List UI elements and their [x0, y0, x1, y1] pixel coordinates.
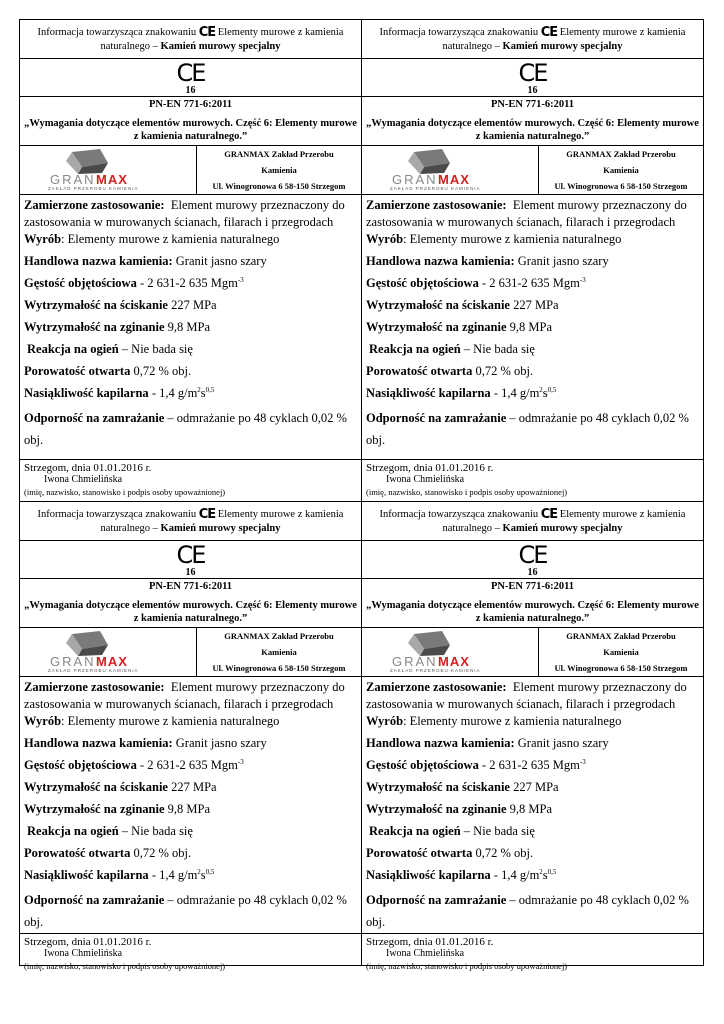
ce-mark-icon: CE [198, 25, 216, 40]
usage-label: Zamierzone zastosowanie: [24, 680, 165, 694]
signatory-role: (imię, nazwisko, stanowisko i podpis osoby upoważnionej) [24, 961, 226, 971]
frost-resistance-label: Odporność na zamrażanie [24, 411, 165, 425]
signatory-name: Iwona Chmielińska [386, 474, 465, 485]
header-product-group: Elementy murowe z kamienia naturalnego – [100, 509, 344, 534]
capillary-unit-s: s [200, 868, 206, 882]
porosity-value: 0,72 % obj. [130, 846, 192, 860]
labels-grid [19, 19, 706, 971]
stone-name-value: Granit jasno szary [514, 254, 609, 268]
compressive-strength-value: 227 MPa [167, 298, 217, 312]
porosity-label: Porowatość otwarta [24, 846, 131, 860]
card-header [362, 20, 703, 59]
header-intro-text: Informacja towarzysząca znakowaniu [37, 509, 197, 520]
bending-strength-value: 9,8 MPa [506, 320, 552, 334]
header-intro-text: Informacja towarzysząca znakowaniu [379, 27, 539, 38]
density-exponent: -3 [237, 275, 244, 284]
capillary-absorption-label: Nasiąkliwość kapilarna [366, 868, 491, 882]
ce-mark-icon: CE [540, 507, 558, 522]
notified-body-number: 16 [527, 85, 538, 96]
fire-reaction-label: Reakcja na ogień [27, 342, 119, 356]
logo-text-max: MAX [438, 172, 470, 187]
logo-text: GRAN [50, 172, 96, 187]
standard-box [20, 579, 361, 628]
company-name: GRANMAX Zakład Przerobu [224, 149, 334, 159]
capillary-exponent: 0,5 [205, 867, 215, 876]
product-value: : Elementy murowe z kamienia naturalnego [403, 714, 622, 728]
bending-strength-label: Wytrzymałość na zginanie [366, 320, 507, 334]
place-date: Strzegom, dnia 01.01.2016 r. [24, 936, 152, 948]
standard-title: „Wymagania dotyczące elementów murowych. Część 6: Elementy murowe z kamienia naturalnego.” [366, 600, 699, 624]
capillary-exponent: 2 [539, 385, 543, 394]
signature-box [20, 460, 361, 501]
bending-strength-label: Wytrzymałość na zginanie [24, 320, 165, 334]
capillary-absorption-label: Nasiąkliwość kapilarna [24, 386, 149, 400]
header-product-name: Kamień murowy specjalny [160, 41, 281, 52]
header-intro-text: Informacja towarzysząca znakowaniu [37, 27, 197, 38]
header-product-name: Kamień murowy specjalny [502, 41, 623, 52]
logo-subtitle: ZAKŁAD PRZEROBU KAMIENIA [48, 668, 139, 673]
compressive-strength-value: 227 MPa [509, 780, 559, 794]
capillary-exponent: 2 [539, 867, 543, 876]
logo-subtitle: ZAKŁAD PRZEROBU KAMIENIA [390, 186, 481, 191]
usage-value: Element murowy przeznaczony do zastosowania w murowanych ścianach, filarach i przegrodach [24, 198, 345, 229]
stone-name-value: Granit jasno szary [172, 736, 267, 750]
signature-box [20, 934, 361, 975]
company-address [539, 628, 703, 676]
ce-mark-icon: CE [518, 541, 547, 569]
stone-name-label: Handlowa nazwa kamienia: [24, 736, 173, 750]
product-label: Wyrób [366, 232, 404, 246]
company-name-cont: Kamienia [261, 647, 297, 657]
standard-title: „Wymagania dotyczące elementów murowych. Część 6: Elementy murowe z kamienia naturalnego.” [366, 118, 699, 142]
standard-box [362, 97, 703, 146]
porosity-label: Porowatość otwarta [366, 364, 473, 378]
standard-box [20, 97, 361, 146]
stone-name-label: Handlowa nazwa kamienia: [366, 736, 515, 750]
company-name-cont: Kamienia [603, 165, 639, 175]
ce-marking-box [362, 541, 703, 579]
ce-mark-icon: CE [518, 59, 547, 87]
signatory-name: Iwona Chmielińska [386, 948, 465, 959]
label-card [361, 19, 704, 502]
card-header [20, 20, 361, 59]
ce-marking-box [362, 59, 703, 97]
capillary-unit-s: s [542, 868, 548, 882]
header-intro-text: Informacja towarzysząca znakowaniu [379, 509, 539, 520]
company-name-cont: Kamienia [261, 165, 297, 175]
granmax-logo [362, 628, 539, 676]
capillary-absorption-value: - 1,4 g/m [490, 386, 540, 400]
density-value: - 2 631-2 635 Mgm [478, 276, 580, 290]
frost-resistance-value: – odmrażanie po 48 cyklach 0,02 % obj. [366, 411, 689, 447]
capillary-absorption-value: - 1,4 g/m [490, 868, 540, 882]
porosity-value: 0,72 % obj. [130, 364, 192, 378]
standard-box [362, 579, 703, 628]
company-address [197, 628, 361, 676]
granmax-logo [20, 146, 197, 194]
compressive-strength-label: Wytrzymałość na ściskanie [24, 298, 168, 312]
bending-strength-label: Wytrzymałość na zginanie [366, 802, 507, 816]
porosity-value: 0,72 % obj. [472, 364, 534, 378]
company-address [197, 146, 361, 194]
place-date: Strzegom, dnia 01.01.2016 r. [366, 462, 494, 474]
properties-box [362, 195, 703, 460]
bending-strength-value: 9,8 MPa [506, 802, 552, 816]
ce-mark-icon: CE [176, 59, 205, 87]
usage-label: Zamierzone zastosowanie: [24, 198, 165, 212]
fire-reaction-label: Reakcja na ogień [369, 342, 461, 356]
company-row [362, 628, 703, 677]
capillary-unit-s: s [200, 386, 206, 400]
signatory-name: Iwona Chmielińska [44, 474, 123, 485]
bending-strength-value: 9,8 MPa [164, 802, 210, 816]
product-value: : Elementy murowe z kamienia naturalnego [61, 232, 280, 246]
ce-marking-box [20, 541, 361, 579]
capillary-exponent: 0,5 [205, 385, 215, 394]
compressive-strength-label: Wytrzymałość na ściskanie [24, 780, 168, 794]
logo-text-max: MAX [96, 654, 128, 669]
usage-label: Zamierzone zastosowanie: [366, 198, 507, 212]
frost-resistance-value: – odmrażanie po 48 cyklach 0,02 % obj. [366, 893, 689, 929]
company-street: Ul. Winogronowa 6 58-150 Strzegom [554, 663, 688, 673]
stone-name-value: Granit jasno szary [514, 736, 609, 750]
product-label: Wyrób [366, 714, 404, 728]
company-row [20, 628, 361, 677]
logo-subtitle: ZAKŁAD PRZEROBU KAMIENIA [48, 186, 139, 191]
fire-reaction-value: – Nie bada się [460, 342, 535, 356]
label-card [19, 501, 362, 971]
density-label: Gęstość objętościowa [24, 276, 137, 290]
company-name: GRANMAX Zakład Przerobu [566, 149, 676, 159]
stone-name-label: Handlowa nazwa kamienia: [366, 254, 515, 268]
header-product-name: Kamień murowy specjalny [502, 523, 623, 534]
ce-mark-icon: CE [540, 25, 558, 40]
capillary-exponent: 0,5 [547, 867, 557, 876]
notified-body-number: 16 [527, 567, 538, 578]
density-label: Gęstość objętościowa [24, 758, 137, 772]
logo-text: GRAN [50, 654, 96, 669]
place-date: Strzegom, dnia 01.01.2016 r. [24, 462, 152, 474]
capillary-exponent: 2 [197, 385, 201, 394]
usage-value: Element murowy przeznaczony do zastosowania w murowanych ścianach, filarach i przegrodach [366, 680, 687, 711]
logo-text-max: MAX [438, 654, 470, 669]
labels-row-bottom [19, 501, 706, 971]
logo-subtitle: ZAKŁAD PRZEROBU KAMIENIA [390, 668, 481, 673]
density-exponent: -3 [579, 757, 586, 766]
usage-value: Element murowy przeznaczony do zastosowania w murowanych ścianach, filarach i przegrodach [24, 680, 345, 711]
logo-text: GRAN [392, 172, 438, 187]
company-name-cont: Kamienia [603, 647, 639, 657]
product-value: : Elementy murowe z kamienia naturalnego [61, 714, 280, 728]
fire-reaction-label: Reakcja na ogień [369, 824, 461, 838]
capillary-absorption-value: - 1,4 g/m [148, 386, 198, 400]
label-card [19, 19, 362, 502]
product-label: Wyrób [24, 232, 62, 246]
logo-text: GRAN [392, 654, 438, 669]
fire-reaction-value: – Nie bada się [118, 342, 193, 356]
capillary-unit-s: s [542, 386, 548, 400]
frost-resistance-label: Odporność na zamrażanie [24, 893, 165, 907]
frost-resistance-value: – odmrażanie po 48 cyklach 0,02 % obj. [24, 411, 347, 447]
density-value: - 2 631-2 635 Mgm [136, 758, 238, 772]
compressive-strength-label: Wytrzymałość na ściskanie [366, 298, 510, 312]
density-exponent: -3 [579, 275, 586, 284]
signature-box [362, 460, 703, 501]
fire-reaction-value: – Nie bada się [460, 824, 535, 838]
signatory-role: (imię, nazwisko, stanowisko i podpis osoby upoważnionej) [366, 961, 568, 971]
company-street: Ul. Winogronowa 6 58-150 Strzegom [554, 181, 688, 191]
product-value: : Elementy murowe z kamienia naturalnego [403, 232, 622, 246]
usage-label: Zamierzone zastosowanie: [366, 680, 507, 694]
capillary-exponent: 0,5 [547, 385, 557, 394]
fire-reaction-label: Reakcja na ogień [27, 824, 119, 838]
bending-strength-value: 9,8 MPa [164, 320, 210, 334]
stone-name-label: Handlowa nazwa kamienia: [24, 254, 173, 268]
header-product-group: Elementy murowe z kamienia naturalnego – [442, 27, 686, 52]
signatory-name: Iwona Chmielińska [44, 948, 123, 959]
compressive-strength-value: 227 MPa [167, 780, 217, 794]
standard-title: „Wymagania dotyczące elementów murowych. Część 6: Elementy murowe z kamienia naturalnego.” [24, 600, 357, 624]
header-product-name: Kamień murowy specjalny [160, 523, 281, 534]
signatory-role: (imię, nazwisko, stanowisko i podpis osoby upoważnionej) [366, 487, 568, 497]
place-date: Strzegom, dnia 01.01.2016 r. [366, 936, 494, 948]
signatory-role: (imię, nazwisko, stanowisko i podpis osoby upoważnionej) [24, 487, 226, 497]
frost-resistance-label: Odporność na zamrażanie [366, 893, 507, 907]
properties-box [20, 195, 361, 460]
standard-code: PN-EN 771-6:2011 [148, 99, 233, 110]
density-value: - 2 631-2 635 Mgm [136, 276, 238, 290]
ce-mark-icon: CE [176, 541, 205, 569]
capillary-absorption-value: - 1,4 g/m [148, 868, 198, 882]
notified-body-number: 16 [185, 85, 196, 96]
fire-reaction-value: – Nie bada się [118, 824, 193, 838]
granmax-logo [362, 146, 539, 194]
product-label: Wyrób [24, 714, 62, 728]
density-label: Gęstość objętościowa [366, 276, 479, 290]
properties-box [362, 677, 703, 934]
frost-resistance-label: Odporność na zamrażanie [366, 411, 507, 425]
standard-code: PN-EN 771-6:2011 [490, 99, 575, 110]
labels-row-top [19, 19, 706, 501]
header-product-group: Elementy murowe z kamienia naturalnego – [100, 27, 344, 52]
ce-marking-box [20, 59, 361, 97]
standard-code: PN-EN 771-6:2011 [490, 581, 575, 592]
company-row [20, 146, 361, 195]
label-card [361, 501, 704, 971]
density-label: Gęstość objętościowa [366, 758, 479, 772]
company-name: GRANMAX Zakład Przerobu [566, 631, 676, 641]
density-value: - 2 631-2 635 Mgm [478, 758, 580, 772]
company-row [362, 146, 703, 195]
porosity-label: Porowatość otwarta [24, 364, 131, 378]
signature-box [362, 934, 703, 975]
company-street: Ul. Winogronowa 6 58-150 Strzegom [212, 663, 346, 673]
header-product-group: Elementy murowe z kamienia naturalnego – [442, 509, 686, 534]
company-address [539, 146, 703, 194]
card-header [362, 502, 703, 541]
properties-box [20, 677, 361, 934]
company-street: Ul. Winogronowa 6 58-150 Strzegom [212, 181, 346, 191]
notified-body-number: 16 [185, 567, 196, 578]
capillary-absorption-label: Nasiąkliwość kapilarna [366, 386, 491, 400]
standard-title: „Wymagania dotyczące elementów murowych. Część 6: Elementy murowe z kamienia naturalnego.” [24, 118, 357, 142]
porosity-value: 0,72 % obj. [472, 846, 534, 860]
ce-mark-icon: CE [198, 507, 216, 522]
standard-code: PN-EN 771-6:2011 [148, 581, 233, 592]
density-exponent: -3 [237, 757, 244, 766]
granmax-logo [20, 628, 197, 676]
logo-text-max: MAX [96, 172, 128, 187]
bending-strength-label: Wytrzymałość na zginanie [24, 802, 165, 816]
compressive-strength-label: Wytrzymałość na ściskanie [366, 780, 510, 794]
frost-resistance-value: – odmrażanie po 48 cyklach 0,02 % obj. [24, 893, 347, 929]
stone-name-value: Granit jasno szary [172, 254, 267, 268]
capillary-absorption-label: Nasiąkliwość kapilarna [24, 868, 149, 882]
company-name: GRANMAX Zakład Przerobu [224, 631, 334, 641]
card-header [20, 502, 361, 541]
usage-value: Element murowy przeznaczony do zastosowania w murowanych ścianach, filarach i przegrodach [366, 198, 687, 229]
capillary-exponent: 2 [197, 867, 201, 876]
porosity-label: Porowatość otwarta [366, 846, 473, 860]
compressive-strength-value: 227 MPa [509, 298, 559, 312]
